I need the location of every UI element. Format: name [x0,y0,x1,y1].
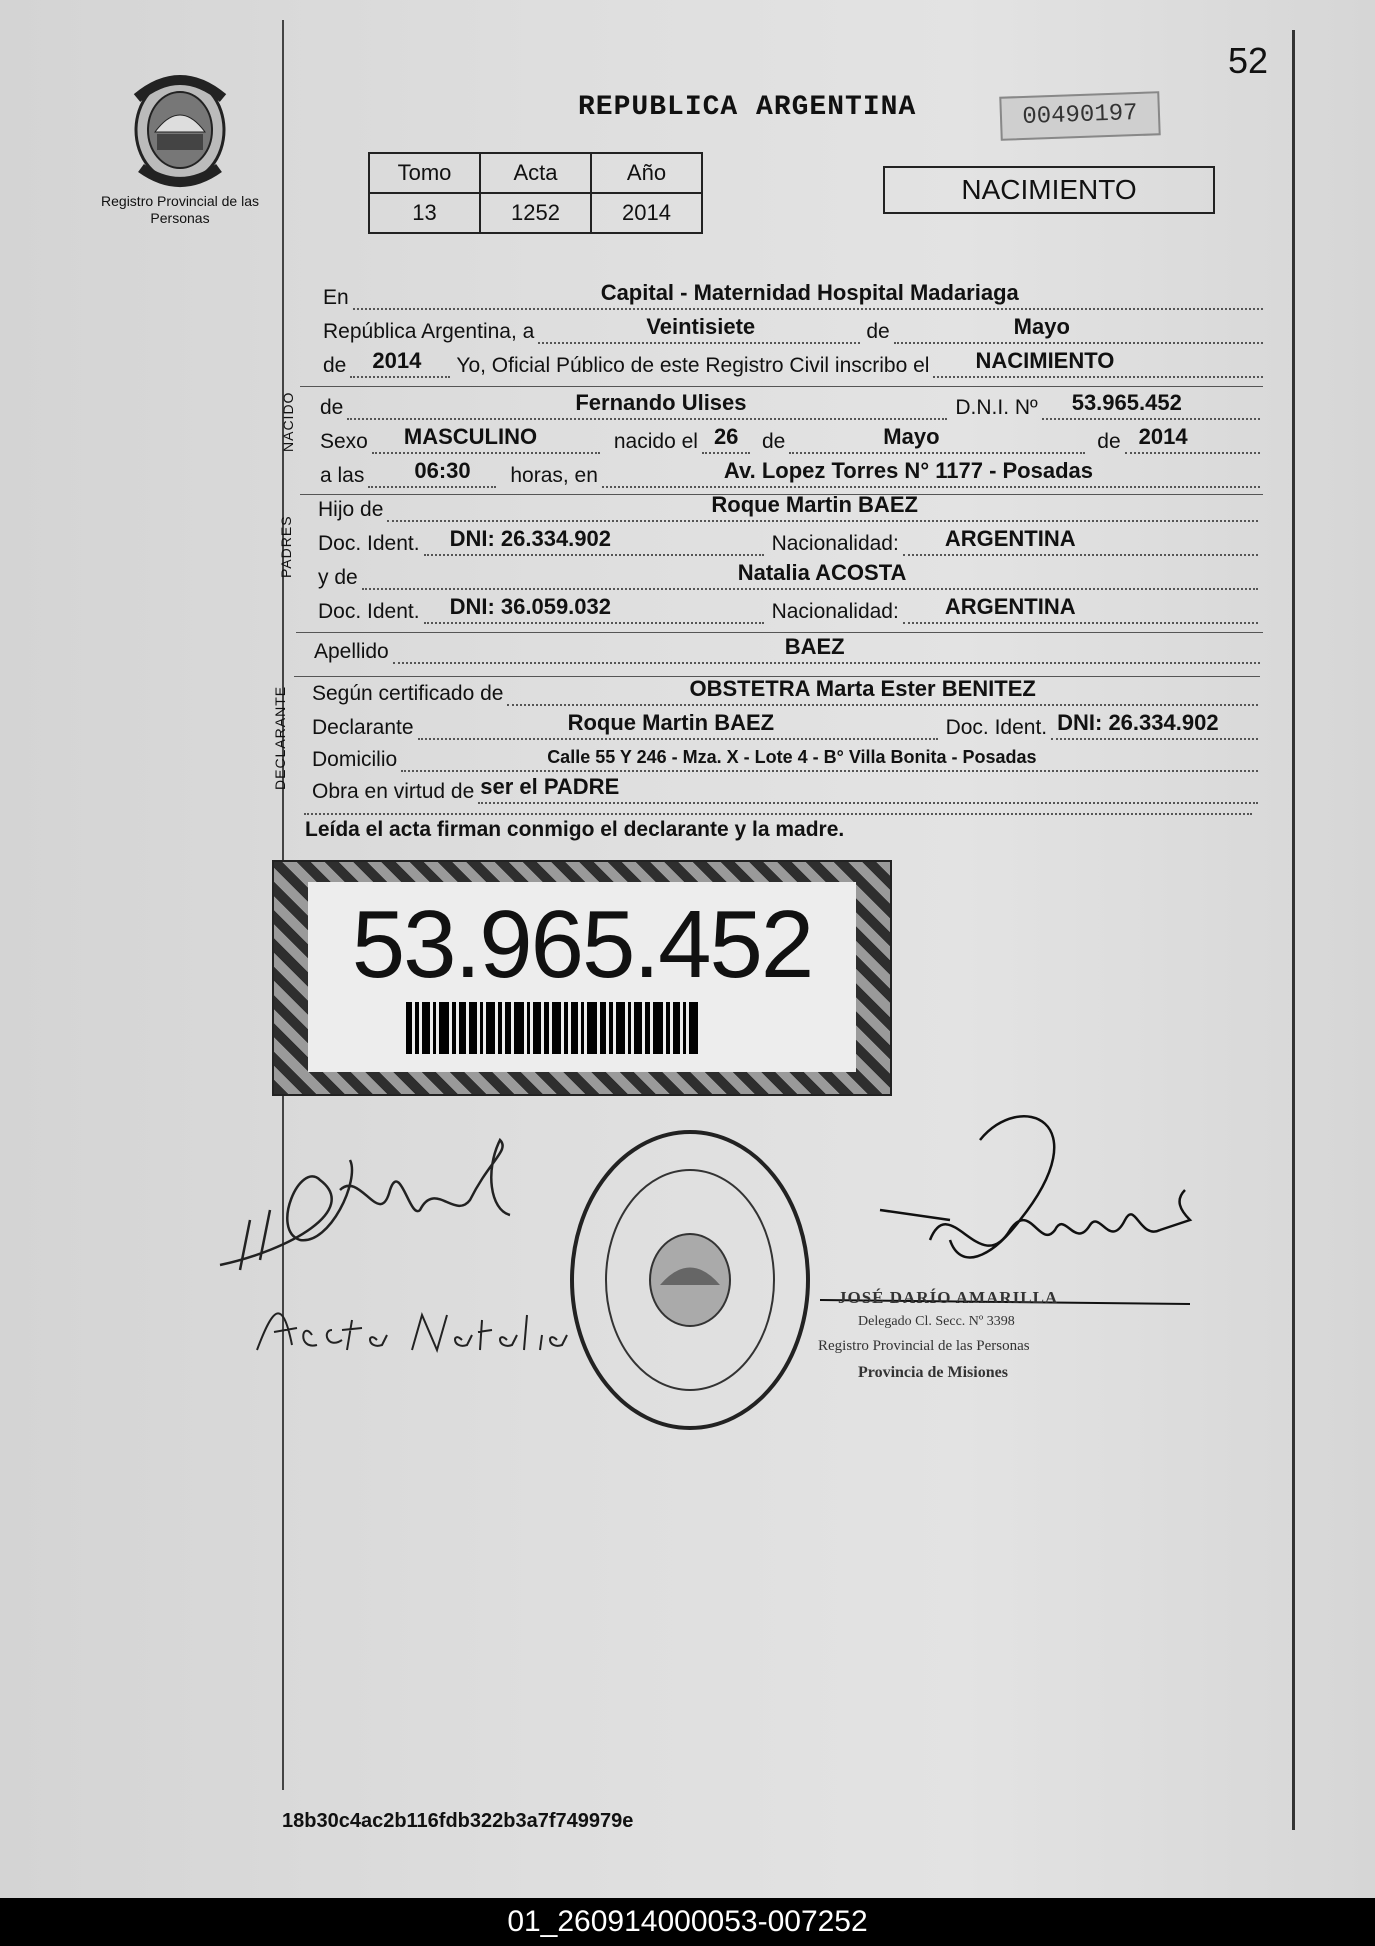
label-dni: D.N.I. Nº [955,396,1038,419]
label-horas-en: horas, en [510,464,598,487]
dni-sticker [272,860,892,1096]
label-domicilio: Domicilio [312,748,398,771]
value-dni: 53.965.452 [1071,390,1182,415]
value-inscribe: NACIMIENTO [975,348,1115,373]
acta-header: Acta [480,153,591,193]
registry-name: Registro Provincial de las Personas [101,193,259,226]
value-birth-year: 2014 [1138,424,1188,449]
section-padres-label: PADRES [278,515,294,578]
label-segun: Según certificado de [312,682,504,705]
official-role: Delegado Cl. Secc. Nº 3398 [858,1314,1015,1329]
label-y-de: y de [318,566,358,589]
value-month: Mayo [1013,314,1070,339]
value-time: 06:30 [414,458,471,483]
section-declarante-label: DECLARANTE [272,685,288,790]
value-mother-nationality: ARGENTINA [944,594,1076,619]
value-name: Fernando Ulises [575,390,747,415]
label-oficial: Yo, Oficial Público de este Registro Civil inscribo el [456,354,930,377]
value-birth-place: Av. Lopez Torres N° 1177 - Posadas [723,458,1094,483]
row-address [312,740,1258,772]
anio-header: Año [591,153,702,193]
value-declarant-doc: DNI: 26.334.902 [1057,710,1219,735]
value-role: ser el PADRE [480,774,620,799]
label-mother-doc: Doc. Ident. [318,600,420,623]
dni-sticker-inner [308,882,856,1072]
label-declarant-doc: Doc. Ident. [945,716,1048,739]
tomo-header: Tomo [369,153,480,193]
dni-barcode [406,1002,766,1054]
row-date [323,312,1263,344]
label-de-birth-month: de [761,430,786,453]
label-de-year: de [323,354,347,377]
value-declarant: Roque Martin BAEZ [567,710,775,735]
value-mother: Natalia ACOSTA [737,560,907,585]
label-nacido-el: nacido el [613,430,698,453]
row-father-doc [318,524,1258,556]
value-address: Calle 55 Y 246 - Mza. X - Lote 4 - B° Villa Bonita - Posadas [547,747,1037,767]
province-seal-icon [125,68,235,188]
value-birth-day: 26 [713,424,739,449]
official-province: Provincia de Misiones [858,1364,1008,1381]
label-de-name: de [320,396,344,419]
document-hash: 18b30c4ac2b116fdb322b3a7f749979e [282,1810,634,1832]
value-birth-month: Mayo [883,424,940,449]
row-certificate [312,674,1258,706]
country-title: REPUBLICA ARGENTINA [578,92,917,123]
value-certificate: OBSTETRA Marta Ester BENITEZ [689,676,1036,701]
row-sex [320,422,1260,454]
label-declarante: Declarante [312,716,414,739]
row-declarant [312,708,1258,740]
official-office: Registro Provincial de las Personas [818,1338,1030,1354]
divider-nacido-top [300,386,1263,387]
label-de-month: de [866,320,890,343]
label-mother-nationality: Nacionalidad: [771,600,899,623]
dni-sticker-number: 53.965.452 [351,891,813,998]
row-year [323,346,1263,378]
section-nacido-label: NACIDO [280,391,296,452]
value-sex: MASCULINO [403,424,538,449]
mother-signature [252,1290,572,1370]
label-hijo-de: Hijo de [318,498,384,521]
label-father-doc: Doc. Ident. [318,532,420,555]
label-de-birth-year: de [1097,430,1121,453]
row-father [318,490,1258,522]
tomo-value: 13 [369,193,480,233]
row-place [323,278,1263,310]
closing-statement: Leída el acta firman conmigo el declarante y la madre. [305,818,845,841]
anio-value: 2014 [591,193,702,233]
value-father-nationality: ARGENTINA [944,526,1076,551]
label-obra: Obra en virtud de [312,780,475,803]
registry-logo [100,68,260,227]
official-name: JOSÉ DARÍO AMARILLA [838,1288,1059,1307]
row-mother [318,558,1258,590]
label-republica-a: República Argentina, a [323,320,535,343]
label-sexo: Sexo [320,430,368,453]
label-a-las: a las [320,464,365,487]
row-time [320,456,1260,488]
divider-blank-line [304,812,1252,815]
value-father: Roque Martin BAEZ [711,492,918,517]
label-father-nationality: Nacionalidad: [771,532,899,555]
value-mother-doc: DNI: 36.059.032 [449,594,611,619]
row-surname [314,632,1260,664]
page-number: 52 [1228,40,1269,81]
value-place: Capital - Maternidad Hospital Madariaga [600,280,1019,305]
value-father-doc: DNI: 26.334.902 [449,526,611,551]
label-en: En [323,286,349,309]
right-margin-line [1292,30,1295,1830]
value-day: Veintisiete [646,314,756,339]
row-role [312,772,1258,804]
record-type-box: NACIMIENTO [883,166,1215,214]
file-identifier: 01_260914000053-007252 [507,1905,868,1938]
value-surname: BAEZ [784,634,845,659]
row-mother-doc [318,592,1258,624]
row-name [320,388,1260,420]
label-apellido: Apellido [314,640,389,663]
value-year: 2014 [372,348,422,373]
serial-number: 00490197 [999,91,1160,141]
acta-value: 1252 [480,193,591,233]
record-table [368,152,703,234]
